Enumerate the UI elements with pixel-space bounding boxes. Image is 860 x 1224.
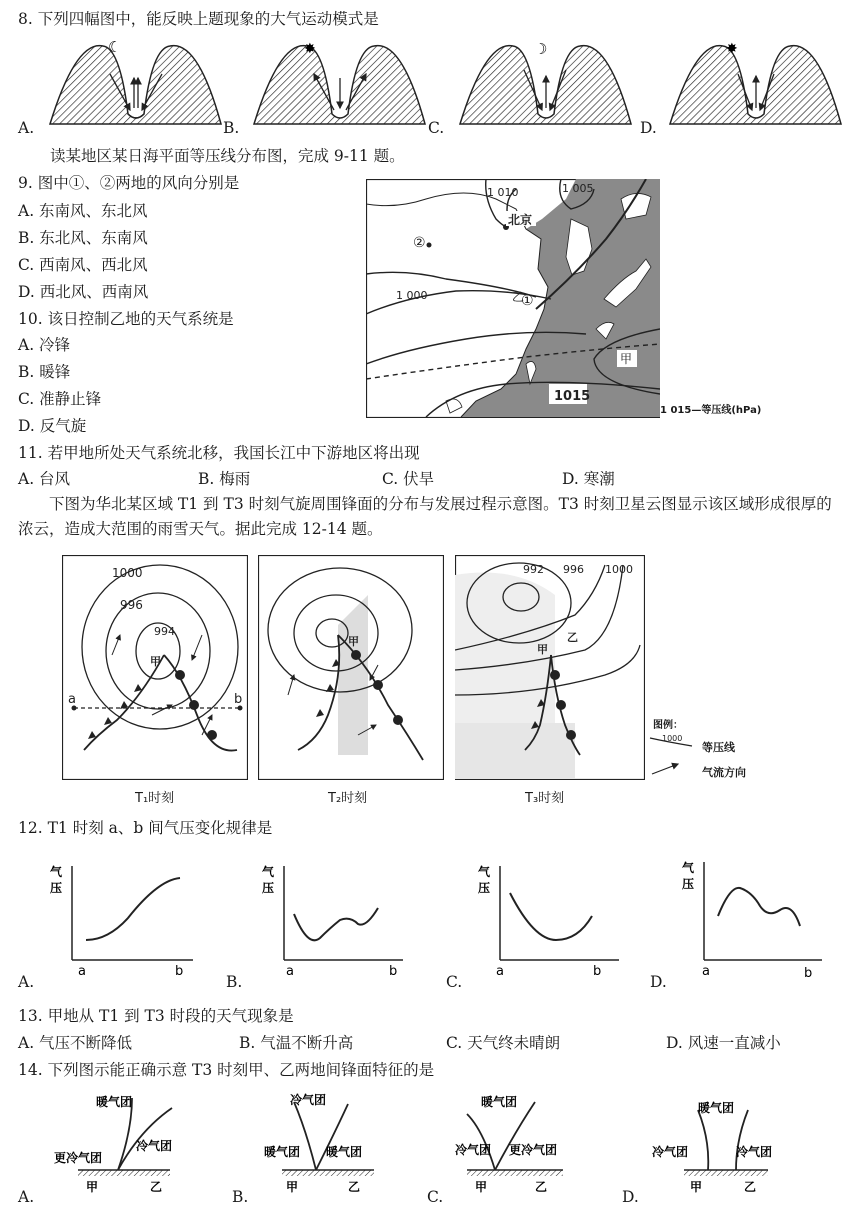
q13-option-b: B. 气温不断升高 (239, 1034, 354, 1052)
front-a-air-2: 更冷气团 (54, 1151, 103, 1165)
legend-wind: 气流方向 (702, 766, 746, 779)
cyclone-panel-t2 (258, 555, 444, 780)
front-a-air-3: 冷气团 (136, 1139, 173, 1153)
graph-c-xlabel-b: b (593, 964, 602, 978)
t2-point-jia: 甲 (348, 635, 359, 648)
isobar-label-1015: 1015 (554, 389, 591, 404)
q13-stem: 13. 甲地从 T1 到 T3 时段的天气现象是 (18, 1007, 294, 1025)
isobar-label-1005: 1 005 (562, 182, 594, 195)
point-1: ① (521, 293, 534, 309)
q8-option-b: B. (223, 119, 240, 137)
front-diagram-d (650, 1090, 820, 1200)
front-c-air-3: 更冷气团 (509, 1143, 558, 1157)
panel-label-t2: T₂时刻 (328, 791, 368, 806)
pressure-graph-b (258, 858, 408, 978)
q10-option-c: C. 准静止锋 (18, 390, 102, 408)
intro-9-11: 读某地区某日海平面等压线分布图，完成 9-11 题。 (50, 147, 405, 165)
front-c-air-1: 暖气团 (481, 1095, 518, 1109)
pressure-graph-c (474, 858, 624, 978)
front-b-air-2: 暖气团 (264, 1145, 301, 1159)
graph-b-ylabel-2: 压 (262, 881, 275, 895)
q8-option-d: D. (640, 119, 657, 137)
q14-option-c: C. (427, 1188, 444, 1206)
q12-stem: 12. T1 时刻 a、b 间气压变化规律是 (18, 819, 273, 837)
q14-stem: 14. 下列图示能正确示意 T3 时刻甲、乙两地间锋面特征的是 (18, 1061, 435, 1079)
t3-iso-992: 992 (523, 563, 544, 576)
q9-option-c: C. 西南风、西北风 (18, 256, 148, 274)
graph-b-ylabel-1: 气 (262, 865, 275, 879)
isobar-label-1000: 1 000 (396, 289, 428, 302)
graph-b-xlabel-b: b (389, 964, 398, 978)
q9-option-a: A. 东南风、东北风 (18, 202, 148, 220)
t1-iso-994: 994 (154, 625, 175, 638)
q9-option-d: D. 西北风、西南风 (18, 283, 149, 301)
point-2: ② (413, 235, 426, 251)
legend-symbols (648, 732, 698, 782)
point-jia: 甲 (620, 352, 633, 366)
isobar-label-1010: 1 010 (487, 186, 519, 199)
moon-icon: ☾ (108, 38, 122, 56)
graph-b-xlabel-a: a (286, 964, 294, 978)
t1-iso-1000: 1000 (112, 566, 143, 580)
q12-option-b: B. (226, 973, 243, 991)
front-a-jia: 甲 (86, 1180, 99, 1194)
point-yi: 乙 (512, 290, 525, 304)
panel-label-t1: T₁时刻 (135, 791, 175, 806)
legend-iso-value: 1000 (662, 734, 683, 743)
t3-iso-996: 996 (563, 563, 584, 576)
front-d-yi: 乙 (744, 1180, 757, 1194)
sun-icon: ✸ (726, 41, 738, 57)
front-d-air-1: 暖气团 (698, 1101, 735, 1115)
graph-c-ylabel-1: 气 (478, 865, 491, 879)
t1-iso-996: 996 (120, 598, 143, 612)
valley-diagram-d (668, 36, 843, 128)
q13-option-c: C. 天气终未晴朗 (446, 1034, 561, 1052)
q8-option-c: C. (428, 119, 445, 137)
q9-stem: 9. 图中①、②两地的风向分别是 (18, 174, 240, 192)
front-d-jia: 甲 (690, 1180, 703, 1194)
t1-point-jia: 甲 (150, 655, 161, 668)
q8-option-a: A. (18, 119, 35, 137)
front-c-jia: 甲 (475, 1180, 488, 1194)
q10-option-a: A. 冷锋 (18, 336, 71, 354)
graph-c-ylabel-2: 压 (478, 881, 491, 895)
front-diagram-b (264, 1090, 434, 1200)
front-b-air-1: 冷气团 (290, 1093, 327, 1107)
front-d-air-3: 冷气团 (736, 1145, 773, 1159)
front-c-yi: 乙 (535, 1180, 548, 1194)
front-diagram-a (50, 1090, 220, 1200)
t3-point-yi: 乙 (567, 631, 578, 644)
t3-point-jia: 甲 (537, 643, 548, 656)
q11-option-d: D. 寒潮 (562, 470, 615, 488)
graph-c-xlabel-a: a (496, 964, 504, 978)
pressure-graph-d (680, 858, 830, 978)
q13-option-a: A. 气压不断降低 (18, 1034, 133, 1052)
t3-iso-1000: 1000 (605, 563, 633, 576)
graph-a-xlabel-b: b (175, 964, 184, 978)
front-b-air-3: 暖气团 (326, 1145, 363, 1159)
panel-label-t3: T₃时刻 (525, 791, 565, 806)
q13-option-d: D. 风速一直减小 (666, 1034, 781, 1052)
front-diagram-c (455, 1090, 625, 1200)
map-legend: 1 015—等压线(hPa) (660, 405, 762, 416)
q11-option-a: A. 台风 (18, 470, 71, 488)
q12-option-a: A. (18, 973, 35, 991)
cyclone-panel-t1 (62, 555, 248, 780)
q14-option-d: D. (622, 1188, 639, 1206)
cyclone-panel-t3 (455, 555, 645, 780)
front-b-yi: 乙 (348, 1180, 361, 1194)
valley-diagram-c (458, 36, 633, 128)
graph-d-ylabel-1: 气 (682, 861, 695, 875)
legend-title: 图例： (653, 720, 683, 731)
graph-a-ylabel-1: 气 (50, 865, 63, 879)
q12-option-c: C. (446, 973, 463, 991)
front-a-air-1: 暖气团 (96, 1095, 133, 1109)
isobar-map (366, 179, 660, 418)
graph-a-xlabel-a: a (78, 964, 86, 978)
front-d-air-2: 冷气团 (652, 1145, 689, 1159)
q11-option-b: B. 梅雨 (198, 470, 251, 488)
front-a-yi: 乙 (150, 1180, 163, 1194)
pressure-graph-a (48, 858, 198, 978)
legend-isobar: 等压线 (702, 741, 735, 754)
q10-option-b: B. 暖锋 (18, 363, 71, 381)
q11-stem: 11. 若甲地所处天气系统北移，我国长江中下游地区将出现 (18, 444, 420, 462)
q14-option-a: A. (18, 1188, 35, 1206)
t1-point-a: a (68, 692, 76, 707)
intro-12-14: 下图为华北某区域 T1 到 T3 时刻气旋周围锋面的分布与发展过程示意图。T3 时刻卫星云图显示该区域形成很厚的浓云，造成大范围的雨雪天气。据此完成 12-14 题。 (18, 495, 832, 538)
q11-option-c: C. 伏旱 (382, 470, 435, 488)
t1-point-b: b (234, 692, 243, 707)
valley-diagram-b (252, 36, 427, 128)
q8-stem: 8. 下列四幅图中，能反映上题现象的大气运动模式是 (18, 10, 379, 28)
moon-icon: ☽ (534, 40, 548, 58)
graph-d-xlabel-a: a (702, 964, 710, 978)
graph-d-xlabel-b: b (804, 966, 813, 978)
valley-diagram-a (48, 36, 223, 128)
front-b-jia: 甲 (286, 1180, 299, 1194)
q9-option-b: B. 东北风、东南风 (18, 229, 148, 247)
sun-icon: ✸ (304, 41, 316, 57)
graph-d-ylabel-2: 压 (682, 877, 695, 891)
q10-stem: 10. 该日控制乙地的天气系统是 (18, 310, 234, 328)
front-c-air-2: 冷气团 (455, 1143, 492, 1157)
city-beijing: 北京 (508, 213, 533, 227)
q14-option-b: B. (232, 1188, 249, 1206)
q12-option-d: D. (650, 973, 667, 991)
q10-option-d: D. 反气旋 (18, 417, 87, 435)
graph-a-ylabel-2: 压 (50, 881, 63, 895)
